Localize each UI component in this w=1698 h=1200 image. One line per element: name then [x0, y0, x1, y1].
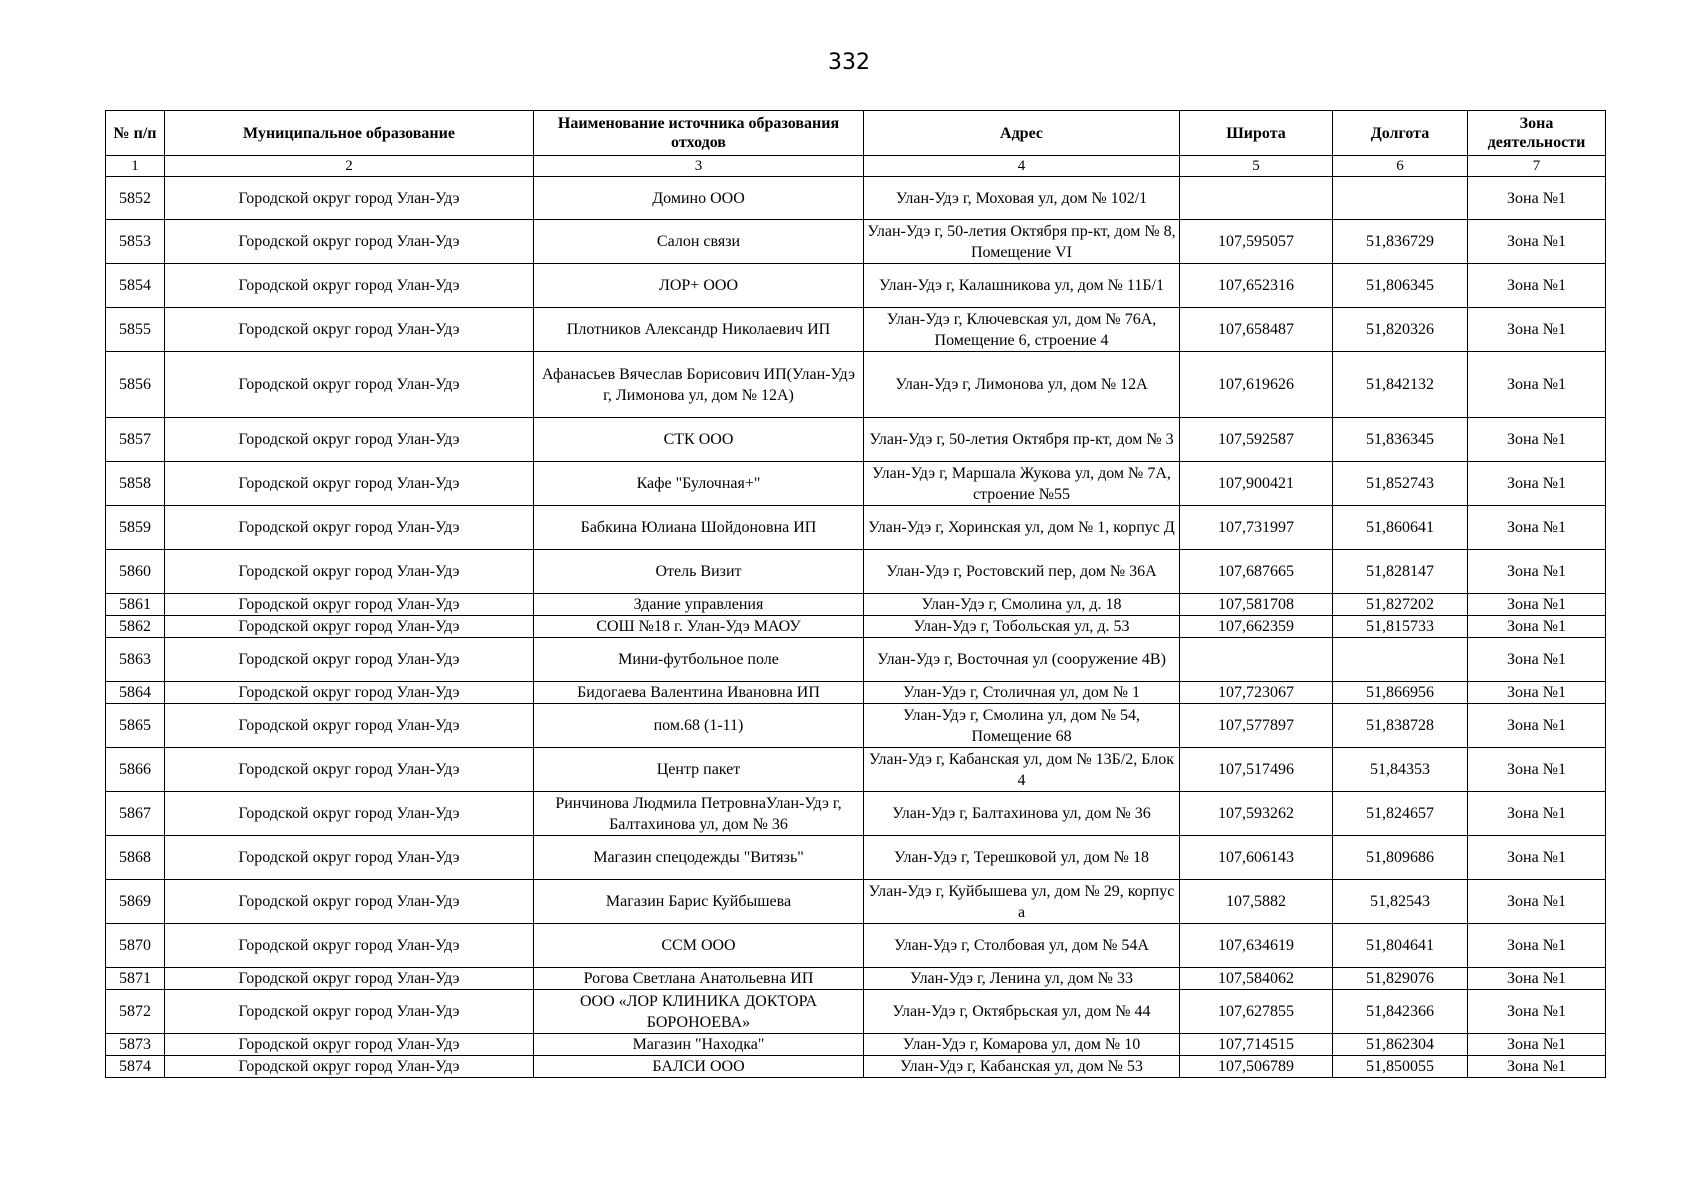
cell-index: 5861	[106, 594, 165, 616]
cell-municipality: Городской округ город Улан-Удэ	[165, 616, 534, 638]
cell-latitude: 107,652316	[1180, 264, 1333, 308]
cell-latitude: 107,627855	[1180, 990, 1333, 1034]
cell-source-name: пом.68 (1-11)	[534, 704, 864, 748]
cell-address: Улан-Удэ г, Маршала Жукова ул, дом № 7А, строение №55	[864, 462, 1180, 506]
cell-latitude: 107,900421	[1180, 462, 1333, 506]
cell-source-name: Магазин "Находка"	[534, 1034, 864, 1056]
cell-latitude: 107,619626	[1180, 352, 1333, 418]
cell-latitude: 107,5882	[1180, 880, 1333, 924]
cell-municipality: Городской округ город Улан-Удэ	[165, 792, 534, 836]
cell-municipality: Городской округ город Улан-Удэ	[165, 418, 534, 462]
cell-index: 5855	[106, 308, 165, 352]
cell-source-name: Мини-футбольное поле	[534, 638, 864, 682]
cell-latitude	[1180, 177, 1333, 220]
cell-latitude: 107,577897	[1180, 704, 1333, 748]
cell-address: Улан-Удэ г, Смолина ул, дом № 54, Помещение 68	[864, 704, 1180, 748]
cell-source-name: Домино ООО	[534, 177, 864, 220]
cell-latitude: 107,687665	[1180, 550, 1333, 594]
cell-zone: Зона №1	[1468, 506, 1606, 550]
header-cell-zone: Зона деятельности	[1468, 111, 1606, 156]
cell-source-name: БАЛСИ ООО	[534, 1056, 864, 1078]
cell-address: Улан-Удэ г, Ростовский пер, дом № 36А	[864, 550, 1180, 594]
cell-source-name: Кафе "Булочная+"	[534, 462, 864, 506]
column-number-row	[106, 156, 1606, 177]
waste-sources-table	[105, 110, 1606, 1078]
table-row	[106, 704, 1606, 748]
header-row	[106, 111, 1606, 156]
cell-index: 5853	[106, 220, 165, 264]
cell-index: 5856	[106, 352, 165, 418]
cell-source-name: Рогова Светлана Анатольевна ИП	[534, 968, 864, 990]
cell-index: 5872	[106, 990, 165, 1034]
cell-source-name: Бидогаева Валентина Ивановна ИП	[534, 682, 864, 704]
header-cell-longitude: Долгота	[1333, 111, 1468, 156]
cell-longitude: 51,804641	[1333, 924, 1468, 968]
cell-index: 5865	[106, 704, 165, 748]
cell-latitude: 107,592587	[1180, 418, 1333, 462]
cell-source-name: Бабкина Юлиана Шойдоновна ИП	[534, 506, 864, 550]
table-row	[106, 792, 1606, 836]
cell-zone: Зона №1	[1468, 1056, 1606, 1078]
table-row	[106, 748, 1606, 792]
cell-latitude: 107,581708	[1180, 594, 1333, 616]
cell-zone: Зона №1	[1468, 550, 1606, 594]
cell-latitude: 107,517496	[1180, 748, 1333, 792]
cell-address: Улан-Удэ г, Куйбышева ул, дом № 29, корпус а	[864, 880, 1180, 924]
header-cell-index: № п/п	[106, 111, 165, 156]
table-row	[106, 177, 1606, 220]
cell-index: 5874	[106, 1056, 165, 1078]
table-row	[106, 352, 1606, 418]
cell-zone: Зона №1	[1468, 704, 1606, 748]
cell-municipality: Городской округ город Улан-Удэ	[165, 836, 534, 880]
cell-source-name: ЛОР+ ООО	[534, 264, 864, 308]
cell-index: 5867	[106, 792, 165, 836]
cell-longitude: 51,836345	[1333, 418, 1468, 462]
cell-zone: Зона №1	[1468, 264, 1606, 308]
cell-municipality: Городской округ город Улан-Удэ	[165, 638, 534, 682]
cell-longitude: 51,836729	[1333, 220, 1468, 264]
cell-source-name: Магазин Барис Куйбышева	[534, 880, 864, 924]
table-row	[106, 594, 1606, 616]
cell-municipality: Городской округ город Улан-Удэ	[165, 177, 534, 220]
cell-zone: Зона №1	[1468, 418, 1606, 462]
cell-address: Улан-Удэ г, Ленина ул, дом № 33	[864, 968, 1180, 990]
cell-address: Улан-Удэ г, Смолина ул, д. 18	[864, 594, 1180, 616]
cell-municipality: Городской округ город Улан-Удэ	[165, 924, 534, 968]
cell-index: 5858	[106, 462, 165, 506]
cell-longitude: 51,850055	[1333, 1056, 1468, 1078]
cell-longitude: 51,842132	[1333, 352, 1468, 418]
cell-source-name: ССМ ООО	[534, 924, 864, 968]
cell-longitude: 51,82543	[1333, 880, 1468, 924]
cell-municipality: Городской округ город Улан-Удэ	[165, 682, 534, 704]
cell-municipality: Городской округ город Улан-Удэ	[165, 506, 534, 550]
cell-longitude: 51,806345	[1333, 264, 1468, 308]
cell-source-name: Афанасьев Вячеслав Борисович ИП(Улан-Удэ г, Лимонова ул, дом № 12А)	[534, 352, 864, 418]
cell-index: 5863	[106, 638, 165, 682]
cell-index: 5857	[106, 418, 165, 462]
cell-longitude	[1333, 638, 1468, 682]
cell-source-name: Здание управления	[534, 594, 864, 616]
cell-index: 5864	[106, 682, 165, 704]
cell-zone: Зона №1	[1468, 220, 1606, 264]
cell-zone: Зона №1	[1468, 177, 1606, 220]
cell-municipality: Городской округ город Улан-Удэ	[165, 1034, 534, 1056]
header-cell-address: Адрес	[864, 111, 1180, 156]
cell-source-name: СТК ООО	[534, 418, 864, 462]
table-row	[106, 220, 1606, 264]
cell-address: Улан-Удэ г, 50-летия Октября пр-кт, дом № 8, Помещение VI	[864, 220, 1180, 264]
cell-municipality: Городской округ город Улан-Удэ	[165, 264, 534, 308]
cell-latitude: 107,606143	[1180, 836, 1333, 880]
cell-municipality: Городской округ город Улан-Удэ	[165, 352, 534, 418]
cell-latitude	[1180, 638, 1333, 682]
cell-source-name: Плотников Александр Николаевич ИП	[534, 308, 864, 352]
table-row	[106, 682, 1606, 704]
cell-longitude: 51,84353	[1333, 748, 1468, 792]
cell-index: 5866	[106, 748, 165, 792]
cell-address: Улан-Удэ г, Комарова ул, дом № 10	[864, 1034, 1180, 1056]
cell-municipality: Городской округ город Улан-Удэ	[165, 880, 534, 924]
cell-zone: Зона №1	[1468, 880, 1606, 924]
cell-longitude	[1333, 177, 1468, 220]
cell-zone: Зона №1	[1468, 792, 1606, 836]
cell-longitude: 51,809686	[1333, 836, 1468, 880]
cell-zone: Зона №1	[1468, 924, 1606, 968]
table-row	[106, 1056, 1606, 1078]
table-row	[106, 616, 1606, 638]
table-row	[106, 836, 1606, 880]
table-header	[106, 111, 1606, 177]
cell-municipality: Городской округ город Улан-Удэ	[165, 748, 534, 792]
cell-index: 5870	[106, 924, 165, 968]
cell-latitude: 107,584062	[1180, 968, 1333, 990]
cell-zone: Зона №1	[1468, 748, 1606, 792]
cell-source-name: Магазин спецодежды "Витязь"	[534, 836, 864, 880]
cell-index: 5859	[106, 506, 165, 550]
table-row	[106, 638, 1606, 682]
cell-source-name: Ринчинова Людмила ПетровнаУлан-Удэ г, Балтахинова ул, дом № 36	[534, 792, 864, 836]
cell-zone: Зона №1	[1468, 462, 1606, 506]
cell-index: 5862	[106, 616, 165, 638]
cell-address: Улан-Удэ г, Восточная ул (сооружение 4В)	[864, 638, 1180, 682]
cell-municipality: Городской округ город Улан-Удэ	[165, 462, 534, 506]
cell-latitude: 107,723067	[1180, 682, 1333, 704]
cell-longitude: 51,866956	[1333, 682, 1468, 704]
table-row	[106, 968, 1606, 990]
cell-address: Улан-Удэ г, Кабанская ул, дом № 13Б/2, Блок 4	[864, 748, 1180, 792]
table-row	[106, 418, 1606, 462]
cell-zone: Зона №1	[1468, 968, 1606, 990]
cell-source-name: СОШ №18 г. Улан-Удэ МАОУ	[534, 616, 864, 638]
cell-longitude: 51,824657	[1333, 792, 1468, 836]
cell-zone: Зона №1	[1468, 836, 1606, 880]
table-row	[106, 506, 1606, 550]
cell-address: Улан-Удэ г, Хоринская ул, дом № 1, корпус Д	[864, 506, 1180, 550]
cell-zone: Зона №1	[1468, 308, 1606, 352]
cell-zone: Зона №1	[1468, 682, 1606, 704]
cell-latitude: 107,595057	[1180, 220, 1333, 264]
cell-latitude: 107,634619	[1180, 924, 1333, 968]
cell-municipality: Городской округ город Улан-Удэ	[165, 594, 534, 616]
column-number: 5	[1180, 156, 1333, 177]
cell-address: Улан-Удэ г, Лимонова ул, дом № 12А	[864, 352, 1180, 418]
cell-address: Улан-Удэ г, Калашникова ул, дом № 11Б/1	[864, 264, 1180, 308]
cell-zone: Зона №1	[1468, 352, 1606, 418]
cell-address: Улан-Удэ г, Терешковой ул, дом № 18	[864, 836, 1180, 880]
column-number: 3	[534, 156, 864, 177]
cell-index: 5871	[106, 968, 165, 990]
cell-longitude: 51,838728	[1333, 704, 1468, 748]
cell-municipality: Городской округ город Улан-Удэ	[165, 220, 534, 264]
table-row	[106, 462, 1606, 506]
header-cell-source-name: Наименование источника образования отходов	[534, 111, 864, 156]
cell-longitude: 51,829076	[1333, 968, 1468, 990]
cell-municipality: Городской округ город Улан-Удэ	[165, 990, 534, 1034]
cell-longitude: 51,860641	[1333, 506, 1468, 550]
cell-address: Улан-Удэ г, Столбовая ул, дом № 54А	[864, 924, 1180, 968]
column-number: 6	[1333, 156, 1468, 177]
cell-source-name: Отель Визит	[534, 550, 864, 594]
column-number: 7	[1468, 156, 1606, 177]
table-row	[106, 308, 1606, 352]
cell-index: 5860	[106, 550, 165, 594]
page-number: 332	[828, 50, 870, 75]
cell-municipality: Городской округ город Улан-Удэ	[165, 968, 534, 990]
cell-address: Улан-Удэ г, Кабанская ул, дом № 53	[864, 1056, 1180, 1078]
table-row	[106, 264, 1606, 308]
table-row	[106, 880, 1606, 924]
table-body	[106, 177, 1606, 1078]
header-cell-latitude: Широта	[1180, 111, 1333, 156]
cell-latitude: 107,731997	[1180, 506, 1333, 550]
cell-latitude: 107,506789	[1180, 1056, 1333, 1078]
cell-address: Улан-Удэ г, Октябрьская ул, дом № 44	[864, 990, 1180, 1034]
table-row	[106, 550, 1606, 594]
cell-address: Улан-Удэ г, Столичная ул, дом № 1	[864, 682, 1180, 704]
cell-zone: Зона №1	[1468, 990, 1606, 1034]
cell-latitude: 107,658487	[1180, 308, 1333, 352]
cell-longitude: 51,828147	[1333, 550, 1468, 594]
cell-longitude: 51,815733	[1333, 616, 1468, 638]
column-number: 2	[165, 156, 534, 177]
cell-latitude: 107,714515	[1180, 1034, 1333, 1056]
header-cell-municipality: Муниципальное образование	[165, 111, 534, 156]
cell-index: 5869	[106, 880, 165, 924]
cell-municipality: Городской округ город Улан-Удэ	[165, 704, 534, 748]
cell-zone: Зона №1	[1468, 594, 1606, 616]
cell-longitude: 51,820326	[1333, 308, 1468, 352]
cell-zone: Зона №1	[1468, 638, 1606, 682]
cell-municipality: Городской округ город Улан-Удэ	[165, 1056, 534, 1078]
cell-zone: Зона №1	[1468, 616, 1606, 638]
table-row	[106, 1034, 1606, 1056]
cell-longitude: 51,842366	[1333, 990, 1468, 1034]
cell-municipality: Городской округ город Улан-Удэ	[165, 308, 534, 352]
cell-municipality: Городской округ город Улан-Удэ	[165, 550, 534, 594]
cell-address: Улан-Удэ г, Моховая ул, дом № 102/1	[864, 177, 1180, 220]
cell-longitude: 51,862304	[1333, 1034, 1468, 1056]
cell-latitude: 107,662359	[1180, 616, 1333, 638]
cell-index: 5868	[106, 836, 165, 880]
cell-zone: Зона №1	[1468, 1034, 1606, 1056]
cell-address: Улан-Удэ г, 50-летия Октября пр-кт, дом № 3	[864, 418, 1180, 462]
cell-address: Улан-Удэ г, Ключевская ул, дом № 76А, Помещение 6, строение 4	[864, 308, 1180, 352]
cell-source-name: Салон связи	[534, 220, 864, 264]
cell-source-name: Центр пакет	[534, 748, 864, 792]
column-number: 1	[106, 156, 165, 177]
cell-source-name: ООО «ЛОР КЛИНИКА ДОКТОРА БОРОНОЕВА»	[534, 990, 864, 1034]
column-number: 4	[864, 156, 1180, 177]
table-row	[106, 990, 1606, 1034]
cell-index: 5873	[106, 1034, 165, 1056]
cell-index: 5852	[106, 177, 165, 220]
cell-longitude: 51,827202	[1333, 594, 1468, 616]
cell-longitude: 51,852743	[1333, 462, 1468, 506]
cell-latitude: 107,593262	[1180, 792, 1333, 836]
cell-index: 5854	[106, 264, 165, 308]
table-row	[106, 924, 1606, 968]
cell-address: Улан-Удэ г, Балтахинова ул, дом № 36	[864, 792, 1180, 836]
cell-address: Улан-Удэ г, Тобольская ул, д. 53	[864, 616, 1180, 638]
